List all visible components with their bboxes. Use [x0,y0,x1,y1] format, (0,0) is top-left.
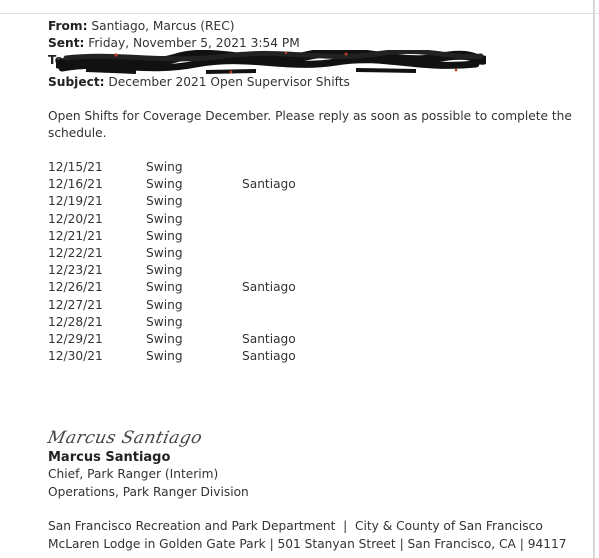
subject-row [48,74,593,91]
shift-date: 12/28/21 [48,314,103,329]
shift-row [48,211,593,228]
shift-type: Swing [146,177,183,192]
shift-date: 12/19/21 [48,194,103,209]
shift-type: Swing [146,349,183,364]
email-body [48,18,593,365]
signature-name: Marcus Santiago [48,450,171,465]
shift-type: Swing [146,331,183,346]
subject-value: December 2021 Open Supervisor Shifts [108,75,350,89]
shift-assignee: Santiago [242,331,296,346]
shift-date: 12/22/21 [48,245,103,260]
shift-type: Swing [146,194,183,209]
shift-date: 12/20/21 [48,211,103,226]
shift-date: 12/30/21 [48,349,103,364]
signature-block [45,428,567,553]
shift-date: 12/26/21 [48,280,103,295]
shift-list [48,159,593,365]
shift-row [48,262,593,279]
shift-row [48,331,593,348]
shift-type: Swing [146,228,183,243]
shift-row [48,228,593,245]
shift-type: Swing [146,314,183,329]
shift-type: Swing [146,297,183,312]
top-divider [0,13,599,14]
shift-row [48,176,593,193]
shift-type: Swing [146,263,183,278]
shift-date: 12/21/21 [48,228,103,243]
shift-assignee: Santiago [242,280,296,295]
shift-date: 12/23/21 [48,263,103,278]
right-divider [593,0,595,558]
handwritten-signature: Marcus Santiago [45,428,205,448]
shift-assignee: Santiago [242,177,296,192]
to-row [48,52,593,70]
signature-address: McLaren Lodge in Golden Gate Park | 501 Stanyan Street | San Francisco, CA | 94117 [48,537,567,551]
shift-date: 12/29/21 [48,331,103,346]
shift-date: 12/16/21 [48,177,103,192]
subject-label: Subject: [48,75,105,89]
shift-date: 12/15/21 [48,160,103,174]
from-label: From: [48,19,88,33]
shift-row [48,297,593,314]
shift-assignee: Santiago [242,349,296,364]
shift-row [48,348,593,365]
signature-spacer [48,501,567,517]
shift-row [48,193,593,210]
shift-row [48,245,593,262]
shift-row [48,314,593,331]
sent-label: Sent: [48,36,85,50]
from-row [48,18,593,35]
shift-row [48,279,593,296]
to-label: To: [48,53,68,67]
shift-date: 12/27/21 [48,297,103,312]
redaction-scribble [56,50,486,76]
shift-row [48,159,593,176]
signature-title: Chief, Park Ranger (Interim) [48,467,219,481]
shift-type: Swing [146,245,183,260]
sent-value: Friday, November 5, 2021 3:54 PM [88,36,300,50]
from-value: Santiago, Marcus (REC) [91,19,235,33]
shift-type: Swing [146,160,183,174]
shift-type: Swing [146,211,183,226]
shift-type: Swing [146,280,183,295]
intro-text: Open Shifts for Coverage December. Please reply as soon as possible to complete the schedule. [48,109,572,140]
signature-division: Operations, Park Ranger Division [48,485,249,499]
signature-org: San Francisco Recreation and Park Department | City & County of San Francisco [48,519,543,533]
